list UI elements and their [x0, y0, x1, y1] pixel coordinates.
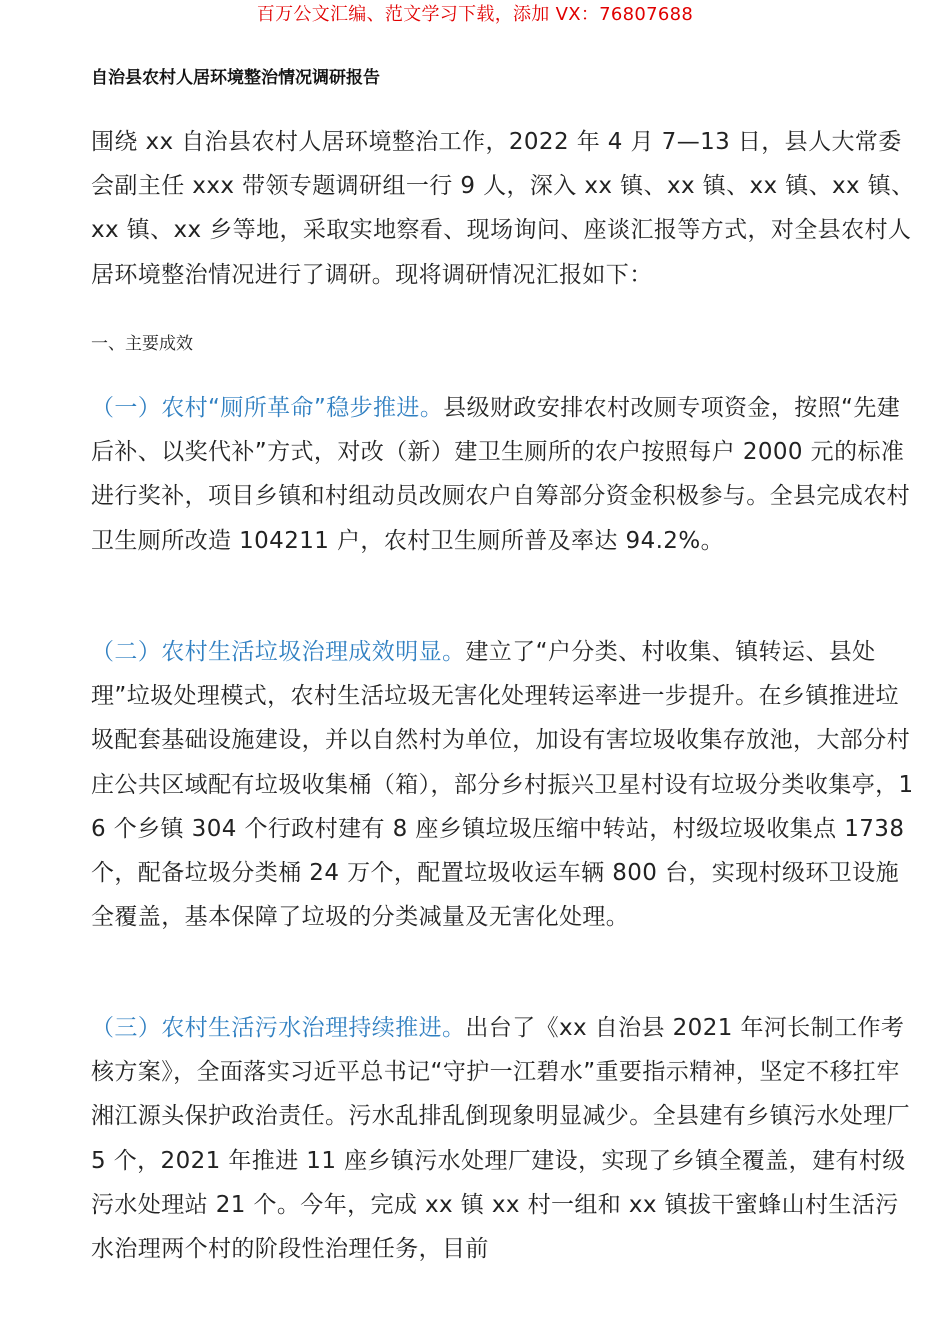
header-banner: 百万公文汇编、范文学习下载，添加 VX：76807688	[256, 4, 694, 25]
intro-paragraph: 围绕 xx 自治县农村人居环境整治工作，2022 年 4 月 7—13 日，县人大常委会副主任 xxx 带领专题调研组一行 9 人，深入 xx 镇、xx 镇、xx 镇、xx 镇、xx 镇、xx 乡等地，采取实地察看、现场询问、座谈汇报等方式，对全县农村人居环境整治情况进行了调研。现将调研情况汇报如下：	[91, 129, 915, 288]
body-toilet-revolution: 县级财政安排农村改厕专项资金，按照“先建后补、以奖代补”方式，对改（新）建卫生厕所的农户按照每户 2000 元的标准进行奖补，项目乡镇和村组动员改厕农户自筹部分资金积极参与。全县完成农村卫生厕所改造 104211 户，农村卫生厕所普及率达 94.2%。	[91, 395, 910, 554]
paragraph-sewage-treatment	[91, 1006, 921, 1271]
paragraph-garbage-treatment	[91, 630, 921, 939]
subheading-toilet-revolution: （一）农村“厕所革命”稳步推进。	[91, 395, 444, 421]
section-heading-main-results: 一、主要成效	[91, 334, 193, 354]
subheading-sewage-treatment: （三）农村生活污水治理持续推进。	[91, 1015, 466, 1041]
body-sewage-treatment: 出台了《xx 自治县 2021 年河长制工作考核方案》，全面落实习近平总书记“守护一江碧水”重要指示精神，坚定不移扛牢湘江源头保护政治责任。污水乱排乱倒现象明显减少。全县建有乡镇污水处理厂 5 个，2021 年推进 11 座乡镇污水处理厂建设，实现了乡镇全覆盖，建有村级污水处理站 21 个。今年，完成 xx 镇 xx 村一组和 xx 镇拔干蜜蜂山村生活污水治理两个村的阶段性治理任务，目前	[91, 1015, 910, 1263]
document-title: 自治县农村人居环境整治情况调研报告	[91, 68, 380, 88]
body-garbage-treatment: 建立了“户分类、村收集、镇转运、县处理”垃圾处理模式，农村生活垃圾无害化处理转运率进一步提升。在乡镇推进垃圾配套基础设施建设，并以自然村为单位，加设有害垃圾收集存放池，大部分村庄公共区域配有垃圾收集桶（箱），部分乡村振兴卫星村设有垃圾分类收集亭，16 个乡镇 304 个行政村建有 8 座乡镇垃圾压缩中转站，村级垃圾收集点 1738 个，配备垃圾分类桶 24 万个，配置垃圾收运车辆 800 台，实现村级环卫设施全覆盖，基本保障了垃圾的分类减量及无害化处理。	[91, 639, 914, 931]
paragraph-toilet-revolution	[91, 386, 921, 563]
subheading-garbage-treatment: （二）农村生活垃圾治理成效明显。	[91, 639, 466, 665]
